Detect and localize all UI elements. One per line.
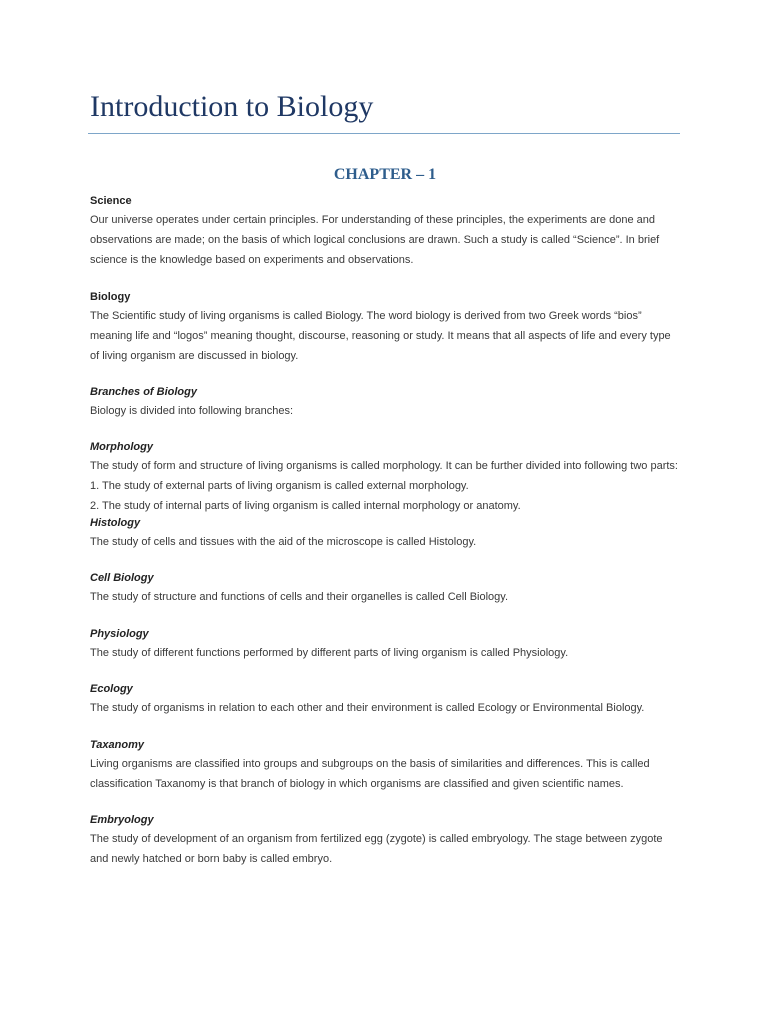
section-taxanomy: [90, 738, 680, 794]
section-branches: [90, 385, 680, 421]
chapter-heading: CHAPTER – 1: [333, 166, 437, 183]
section-science: [90, 194, 680, 270]
document-body: [90, 194, 680, 869]
section-heading: Biology: [90, 291, 131, 303]
document-title: Introduction to Biology: [90, 90, 374, 123]
section-heading: Embryology: [90, 814, 154, 826]
section-text: Living organisms are classified into groups and subgroups on the basis of similarities and differences. This is called classification Taxanomy is that branch of biology in which organisms are classified and given scientific names.: [90, 758, 650, 790]
section-biology: [90, 290, 680, 366]
section-histology: [90, 516, 680, 552]
section-heading: Ecology: [90, 683, 133, 695]
section-text: The study of structure and functions of cells and their organelles is called Cell Biology.: [90, 591, 509, 603]
section-heading: Physiology: [90, 628, 149, 640]
section-text: The study of development of an organism from fertilized egg (zygote) is called embryology. The stage between zygote and newly hatched or born baby is called embryo.: [90, 833, 663, 865]
section-text: The study of different functions performed by different parts of living organism is called Physiology.: [90, 647, 569, 659]
section-heading: Taxanomy: [90, 739, 145, 751]
section-heading: Branches of Biology: [90, 386, 197, 398]
section-heading: Histology: [90, 517, 141, 529]
section-ecology: [90, 682, 680, 718]
section-morphology: [90, 440, 680, 516]
section-text: The study of form and structure of living organisms is called morphology. It can be further divided into following two parts:: [90, 460, 678, 472]
section-heading: Cell Biology: [90, 572, 154, 584]
section-text: The Scientific study of living organisms is called Biology. The word biology is derived from two Greek words “bios” meaning life and “logos” meaning thought, discourse, reasoning or study. It means that all aspects of life and every type of living organism are discussed in biology.: [90, 310, 671, 362]
section-text: The study of organisms in relation to each other and their environment is called Ecology or Environmental Biology.: [90, 702, 645, 714]
title-underline: [88, 133, 680, 134]
section-cell-biology: [90, 571, 680, 607]
list-item: 1. The study of external parts of living organism is called external morphology.: [90, 480, 469, 492]
list-item: 2. The study of internal parts of living organism is called internal morphology or anatomy.: [90, 500, 521, 512]
section-heading: Morphology: [90, 441, 153, 453]
section-text: Biology is divided into following branches:: [90, 405, 294, 417]
section-heading: Science: [90, 195, 132, 207]
section-physiology: [90, 627, 680, 663]
section-text: Our universe operates under certain principles. For understanding of these principles, the experiments are done and observations are made; on the basis of which logical conclusions are drawn. Such a study is called “Science”. In brief science is the knowledge based on experiments and observations.: [90, 214, 660, 266]
section-embryology: [90, 813, 680, 869]
section-text: The study of cells and tissues with the aid of the microscope is called Histology.: [90, 536, 477, 548]
